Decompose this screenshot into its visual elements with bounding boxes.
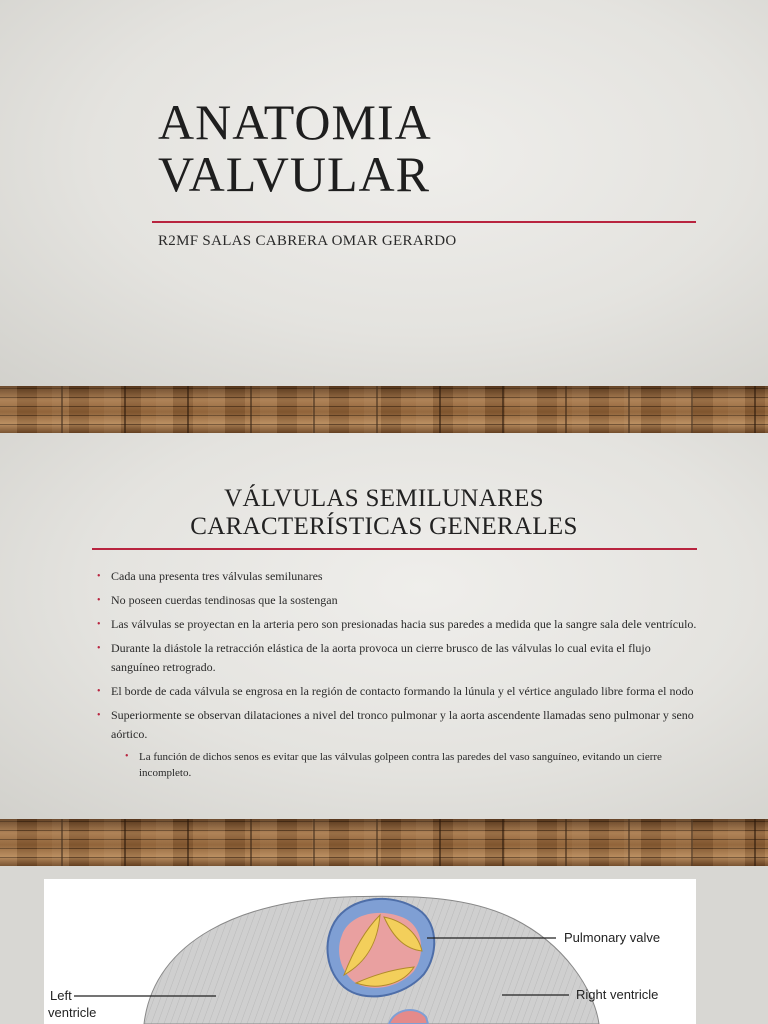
heart-valve-illustration <box>44 879 696 1024</box>
list-item: • Cada una presenta tres válvulas semilunares <box>97 567 697 586</box>
label-pulmonary-valve: Pulmonary valve <box>564 930 661 945</box>
presentation-title <box>158 96 432 200</box>
wood-floor-divider <box>0 386 768 433</box>
label-right-ventricle: Right ventricle <box>576 987 659 1002</box>
title-line-2: VALVULAR <box>158 146 430 202</box>
bullet-list <box>97 567 697 781</box>
label-left-ventricle-2: ventricle <box>48 1005 97 1020</box>
sub-list-item: • La función de dichos senos es evitar que las válvulas golpeen contra las paredes del vaso sanguíneo, evitando un cierre incompleto. <box>125 749 697 781</box>
list-item: • Las válvulas se proyectan en la arteria pero son presionadas hacia sus paredes a medida que la sangre sala dele ventrículo. <box>97 615 697 634</box>
list-item: • El borde de cada válvula se engrosa en la región de contacto formando la lúnula y el vértice angulado libre forma el nodo <box>97 682 697 701</box>
slide-semilunar-valves <box>0 433 768 819</box>
list-item: • Durante la diástole la retracción elástica de la aorta provoca un cierre brusco de las válvulas lo cual evita el flujo sanguíneo retrogrado. <box>97 639 697 677</box>
list-item: • Superiormente se observan dilataciones a nivel del tronco pulmonar y la aorta ascendente llamadas seno pulmonar y seno aórtico. <box>97 706 697 744</box>
presentation-subtitle: R2MF SALAS CABRERA OMAR GERARDO <box>158 233 457 249</box>
title-line-1: ANATOMIA <box>158 94 432 150</box>
heading-line-2: CARACTERÍSTICAS GENERALES <box>190 513 578 540</box>
slide-title <box>0 0 768 386</box>
list-item: • No poseen cuerdas tendinosas que la sostengan <box>97 591 697 610</box>
slide-heading <box>0 485 768 541</box>
heading-line-1: VÁLVULAS SEMILUNARES <box>224 485 544 512</box>
wood-floor-divider <box>0 819 768 866</box>
title-divider <box>152 221 696 223</box>
slide-valve-figure <box>0 866 768 1024</box>
label-left-ventricle-1: Left <box>50 988 72 1003</box>
heading-divider <box>92 548 697 550</box>
